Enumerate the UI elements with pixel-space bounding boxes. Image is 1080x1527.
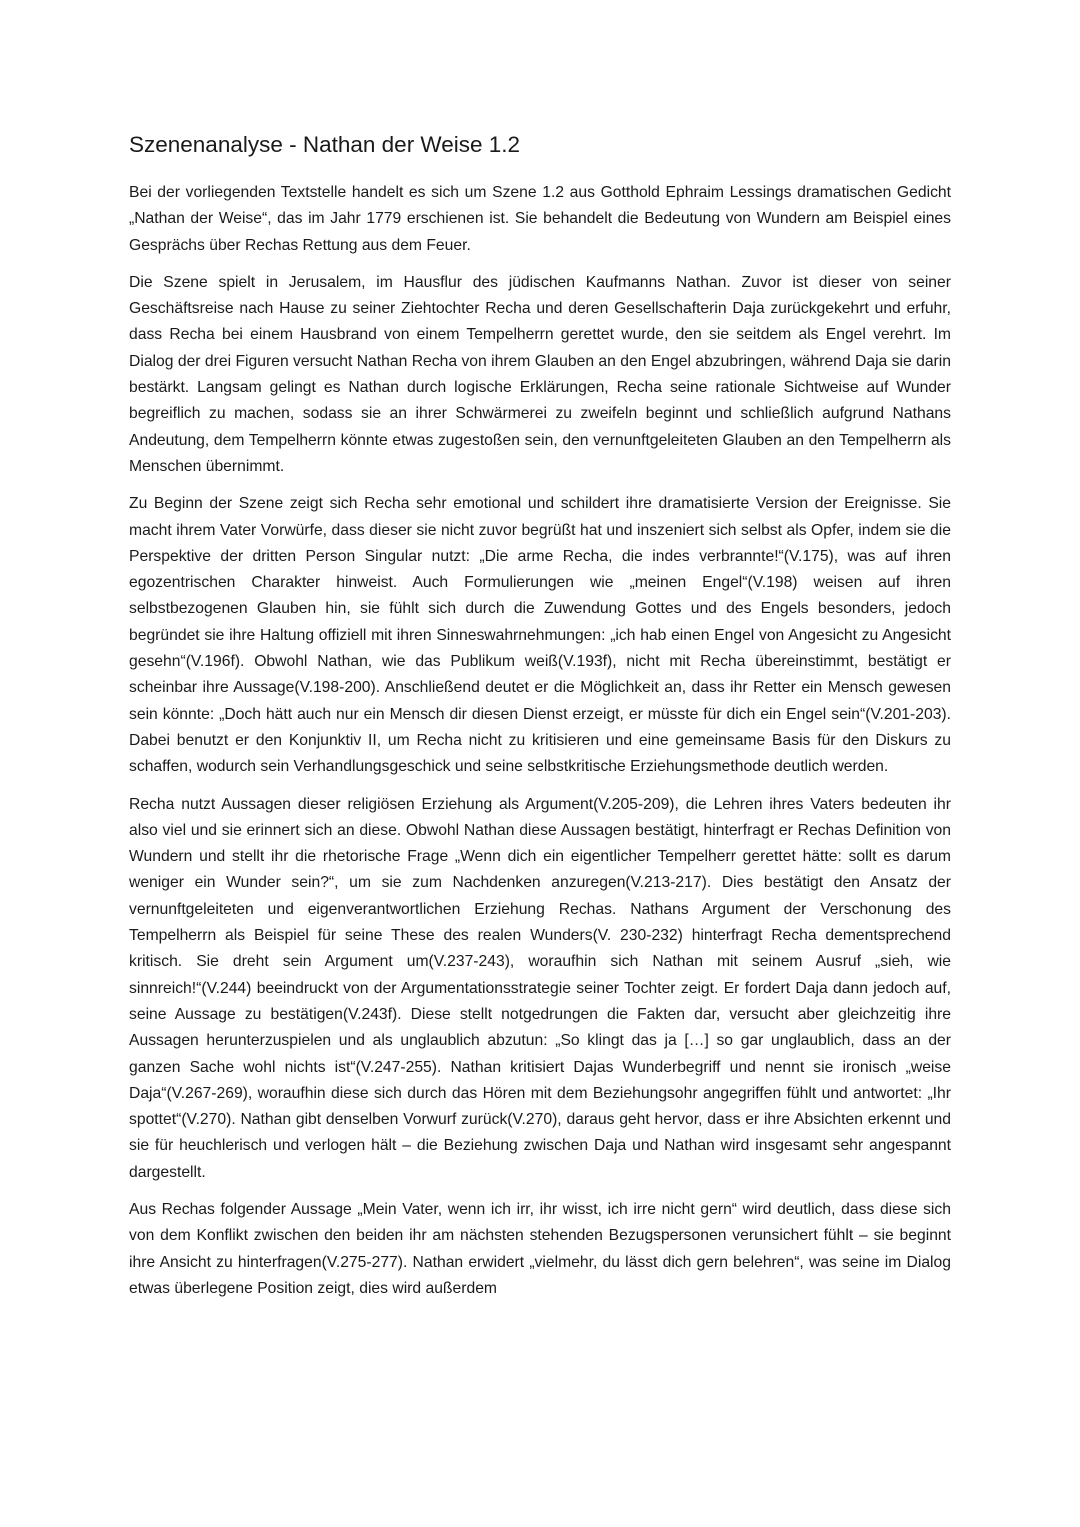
- paragraph-introduction: Bei der vorliegenden Textstelle handelt es sich um Szene 1.2 aus Gotthold Ephraim Lessings dramatischen Gedicht „Nathan der Weise“, das im Jahr 1779 erschienen ist. Sie behandelt die Bedeutung von Wundern am Beispiel eines Gesprächs über Rechas Rettung aus dem Feuer.: [129, 184, 951, 254]
- paragraph-analysis-argument: Recha nutzt Aussagen dieser religiösen Erziehung als Argument(V.205-209), die Lehren ihres Vaters bedeuten ihr also viel und sie erinnert sich an diese. Obwohl Nathan diese Aussagen bestätigt, hinterfragt er Rechas Definition von Wundern und stellt ihr die rhetorische Frage „Wenn dich ein eigentlicher Tempelherr gerettet hätte: sollt es darum weniger ein Wunder sein?“, um sie zum Nachdenken anzuregen(V.213-217). Dies bestätigt den Ansatz der vernunftgeleiteten und eigenverantwortlichen Erziehung Rechas. Nathans Argument der Verschonung des Tempelherrn als Beispiel für seine These des realen Wunders(V. 230-232) hinterfragt Recha dementsprechend kritisch. Sie dreht sein Argument um(V.237-243), woraufhin sich Nathan mit seinem Ausruf „sieh, wie sinnreich!“(V.244) beeindruckt von der Argumentationsstrategie seiner Tochter zeigt. Er fordert Daja dann jedoch auf, seine Aussage zu bestätigen(V.243f). Diese stellt notgedrungen die Fakten dar, versucht aber gleichzeitig ihre Aussagen herunterzuspielen und als unglaublich abzutun: „So klingt das ja […] so gar unglaublich, dass an der ganzen Sache wohl nichts ist“(V.247-255). Nathan kritisiert Dajas Wunderbegriff und nennt sie ironisch „weise Daja“(V.267-269), woraufhin diese sich durch das Hören mit dem Beziehungsohr angegriffen fühlt und antwortet: „Ihr spottet“(V.270). Nathan gibt denselben Vorwurf zurück(V.270), daraus geht hervor, dass er ihre Absichten erkennt und sie für heuchlerisch und verlogen hält – die Beziehung zwischen Daja und Nathan wird insgesamt sehr angespannt dargestellt.: [129, 795, 951, 1181]
- document-page: [129, 128, 951, 1313]
- document-title: Szenenanalyse - Nathan der Weise 1.2: [129, 132, 521, 157]
- paragraph-summary: Die Szene spielt in Jerusalem, im Hausflur des jüdischen Kaufmanns Nathan. Zuvor ist dieser von seiner Geschäftsreise nach Hause zu seiner Ziehtochter Recha und deren Gesellschafterin Daja zurückgekehrt und erfuhr, dass Recha bei einem Hausbrand von einem Tempelherrn gerettet wurde, den sie seitdem als Engel verehrt. Im Dialog der drei Figuren versucht Nathan Recha von ihrem Glauben an den Engel abzubringen, während Daja sie darin bestärkt. Langsam gelingt es Nathan durch logische Erklärungen, Recha seine rationale Sichtweise auf Wunder begreiflich zu machen, sodass sie an ihrer Schwärmerei zu zweifeln beginnt und schließlich aufgrund Nathans Andeutung, dem Tempelherrn könnte etwas zugestoßen sein, den vernunftgeleiteten Glauben an den Tempelherrn als Menschen übernimmt.: [129, 273, 951, 475]
- paragraph-analysis-conflict: Aus Rechas folgender Aussage „Mein Vater, wenn ich irr, ihr wisst, ich irre nicht gern“ wird deutlich, dass diese sich von dem Konflikt zwischen den beiden ihr am nächsten stehenden Bezugspersonen verunsichert fühlt – sie beginnt ihre Ansicht zu hinterfragen(V.275-277). Nathan erwidert „vielmehr, du lässt dich gern belehren“, was seine im Dialog etwas überlegene Position zeigt, dies wird außerdem: [129, 1200, 951, 1297]
- paragraph-analysis-recha: Zu Beginn der Szene zeigt sich Recha sehr emotional und schildert ihre dramatisierte Version der Ereignisse. Sie macht ihrem Vater Vorwürfe, dass dieser sie nicht zuvor begrüßt hat und inszeniert sich selbst als Opfer, indem sie die Perspektive der dritten Person Singular nutzt: „Die arme Recha, die indes verbrannte!“(V.175), was auf ihren egozentrischen Charakter hinweist. Auch Formulierungen wie „meinen Engel“(V.198) weisen auf ihren selbstbezogenen Glauben hin, sie fühlt sich durch die Zuwendung Gottes und des Engels besonders, jedoch begründet sie ihre Haltung offiziell mit ihren Sinneswahrnehmungen: „ich hab einen Engel von Angesicht zu Angesicht gesehn“(V.196f). Obwohl Nathan, wie das Publikum weiß(V.193f), nicht mit Recha übereinstimmt, bestätigt er scheinbar ihre Aussage(V.198-200). Anschließend deutet er die Möglichkeit an, dass ihr Retter ein Mensch gewesen sein könnte: „Doch hätt auch nur ein Mensch dir diesen Dienst erzeigt, er müsste für dich ein Engel sein“(V.201-203). Dabei benutzt er den Konjunktiv II, um Recha nicht zu kritisieren und eine gemeinsame Basis für den Diskurs zu schaffen, wodurch sein Verhandlungsgeschick und seine selbstkritische Erziehungsmethode deutlich werden.: [129, 495, 951, 776]
